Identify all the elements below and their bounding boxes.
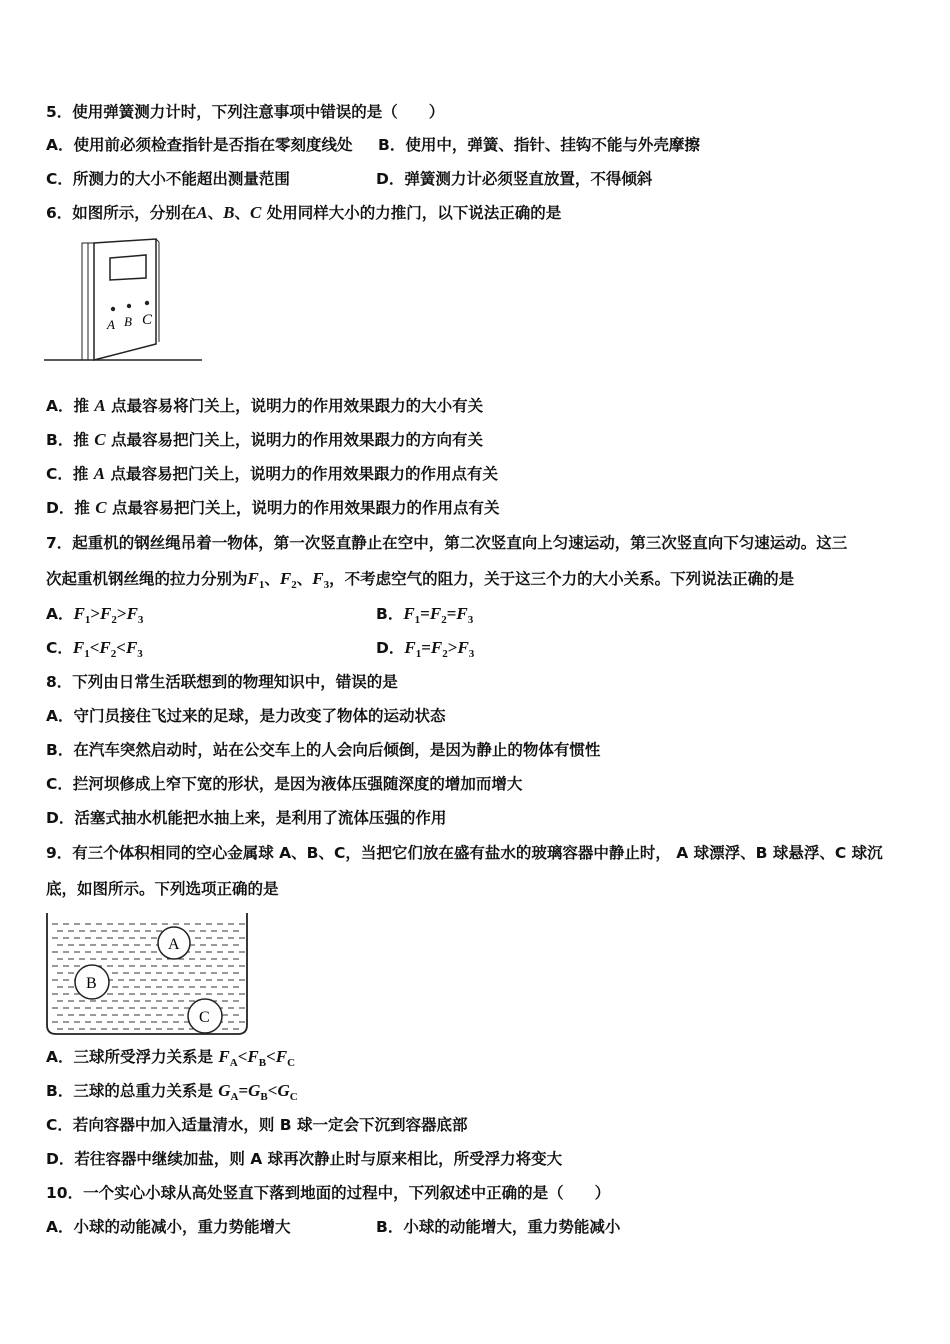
q7-option-b	[376, 604, 473, 630]
q7-option-c	[46, 638, 143, 664]
subscript: B	[258, 1057, 267, 1069]
variable: F	[99, 638, 111, 657]
text-segment: <	[266, 1047, 276, 1066]
subscript: 2	[110, 648, 117, 660]
subscript: 2	[111, 614, 117, 626]
text-segment: C．若向容器中加入适量清水，则 B 球一定会下沉到容器底部	[46, 1116, 468, 1134]
text-segment: 、	[296, 570, 313, 588]
q8-option-d: D．活塞式抽水机能把水抽上来，是利用了流体压强的作用	[46, 809, 447, 827]
subscript: 3	[137, 648, 143, 660]
variable: F	[100, 604, 112, 623]
variable: G	[248, 1081, 261, 1100]
question-5-stem: 5．使用弹簧测力计时，下列注意事项中错误的是（ ）	[46, 103, 445, 121]
text-segment: B．	[376, 605, 404, 623]
ball-label-c: C	[199, 1009, 210, 1026]
text-segment: <	[116, 638, 126, 657]
text-segment: 、	[234, 204, 251, 222]
variable: C	[250, 203, 262, 222]
subscript: 2	[441, 614, 447, 626]
subscript: 1	[258, 579, 265, 591]
question-9-stem-line2: 底，如图所示。下列选项正确的是	[46, 880, 279, 898]
variable: F	[430, 638, 443, 657]
text-segment: A．三球所受浮力关系是	[46, 1048, 219, 1066]
text-segment: 、	[207, 204, 224, 222]
subscript: B	[260, 1091, 268, 1103]
q6-option-c	[46, 464, 498, 484]
variable: A	[93, 464, 106, 483]
text-segment: =	[420, 604, 430, 623]
text-segment: ，不考虑空气的阻力，关于这三个力的大小关系。下列说法正确的是	[329, 570, 795, 588]
variable: F	[275, 1047, 288, 1066]
subscript: 1	[84, 648, 90, 660]
subscript: 3	[468, 648, 475, 660]
variable: F	[126, 604, 138, 623]
variable: A	[94, 396, 106, 415]
q5-option-c: C．所测力的大小不能超出测量范围	[46, 170, 290, 188]
q8-option-c: C．拦河坝修成上窄下宽的形状，是因为液体压强随深度的增加而增大	[46, 775, 523, 793]
text-segment: 点最容易将门关上，说明力的作用效果跟力的大小有关	[105, 397, 484, 415]
variable: C	[95, 498, 107, 517]
door-label-b: B	[124, 314, 132, 329]
variable: F	[125, 638, 138, 657]
q5-option-b: B．使用中，弹簧、指针、挂钩不能与外壳摩擦	[378, 136, 700, 154]
text-segment: B．推	[46, 431, 95, 449]
q9-option-d	[46, 1149, 562, 1169]
variable: F	[279, 569, 292, 588]
variable: C	[94, 430, 106, 449]
subscript: 1	[415, 648, 422, 660]
q7-option-d	[376, 638, 474, 664]
variable: G	[277, 1081, 290, 1100]
q5-option-a: A．使用前必须检查指针是否指在零刻度线处	[46, 136, 353, 154]
variable: G	[218, 1081, 231, 1100]
q6-option-b	[46, 430, 483, 450]
ball-label-b: B	[86, 975, 97, 992]
variable: F	[457, 638, 469, 657]
variable: F	[247, 1047, 259, 1066]
variable: F	[403, 604, 415, 623]
door-label-a: A	[107, 317, 115, 332]
q6-option-d	[46, 498, 500, 518]
q9-option-a	[46, 1047, 295, 1073]
variable: A	[196, 203, 208, 222]
text-segment: >	[90, 604, 101, 623]
q10-option-b: B．小球的动能增大，重力势能减小	[376, 1218, 621, 1236]
q8-option-a: A．守门员接住飞过来的足球，是力改变了物体的运动状态	[46, 707, 446, 725]
text-segment: 处用同样大小的力推门，以下说法正确的是	[261, 204, 562, 222]
subscript: A	[229, 1057, 238, 1069]
q10-option-a: A．小球的动能减小，重力势能增大	[46, 1218, 291, 1236]
subscript: 3	[137, 614, 144, 626]
text-segment: 6．如图所示，分别在	[46, 204, 197, 222]
subscript: 1	[414, 614, 421, 626]
variable: F	[456, 604, 468, 623]
subscript: C	[289, 1091, 298, 1103]
variable: F	[218, 1047, 230, 1066]
subscript: 3	[467, 614, 474, 626]
q7-option-a	[46, 604, 143, 630]
text-segment: =	[446, 604, 457, 623]
variable: F	[312, 569, 324, 588]
text-segment: A．	[46, 605, 74, 623]
text-segment: <	[89, 638, 100, 657]
subscript: 2	[291, 579, 297, 591]
variable: F	[429, 604, 442, 623]
question-10-stem: 10．一个实心小球从高处竖直下落到地面的过程中，下列叙述中正确的是（ ）	[46, 1184, 611, 1202]
door-label-c: C	[142, 312, 153, 328]
variable: F	[247, 569, 259, 588]
question-8-stem: 8．下列由日常生活联想到的物理知识中，错误的是	[46, 673, 398, 691]
q9-option-b	[46, 1081, 298, 1107]
variable: B	[223, 203, 235, 222]
text-segment: C．推	[46, 465, 94, 483]
subscript: A	[230, 1091, 239, 1103]
text-segment: A．推	[46, 397, 95, 415]
question-9-stem-line1: 9．有三个体积相同的空心金属球 A、B、C，当把它们放在盛有盐水的玻璃容器中静止时， A 球漂浮、B 球悬浮、C 球沉	[46, 844, 883, 862]
text-segment: 次起重机钢丝绳的拉力分别为	[46, 570, 248, 588]
subscript: 1	[84, 614, 91, 626]
door-figure	[44, 238, 206, 366]
q6-option-a	[46, 396, 483, 416]
text-segment: D．推	[46, 499, 96, 517]
subscript: 3	[323, 579, 330, 591]
text-segment: D．若往容器中继续加盐，则 A 球再次静止时与原来相比，所受浮力将变大	[46, 1150, 563, 1168]
question-7-stem-line2	[46, 569, 794, 595]
text-segment: >	[447, 638, 458, 657]
question-7-stem-line1: 7．起重机的钢丝绳吊着一物体，第一次竖直静止在空中，第二次竖直向上匀速运动，第三次竖直向下匀速运动。这三	[46, 534, 848, 552]
text-segment: =	[238, 1081, 249, 1100]
text-segment: >	[116, 604, 127, 623]
text-segment: D．	[376, 639, 405, 657]
text-segment: 点最容易把门关上，说明力的作用效果跟力的作用点有关	[105, 465, 499, 483]
ball-label-a: A	[168, 936, 180, 953]
q9-option-c	[46, 1115, 467, 1135]
variable: F	[404, 638, 416, 657]
text-segment: =	[421, 638, 431, 657]
text-segment: B．三球的总重力关系是	[46, 1082, 219, 1100]
container-figure	[44, 910, 254, 1038]
text-segment: 点最容易把门关上，说明力的作用效果跟力的方向有关	[105, 431, 483, 449]
text-segment: 点最容易把门关上，说明力的作用效果跟力的作用点有关	[106, 499, 500, 517]
subscript: 2	[442, 648, 448, 660]
text-segment: C．	[46, 639, 73, 657]
text-segment: <	[237, 1047, 248, 1066]
variable: F	[73, 604, 85, 623]
subscript: C	[287, 1057, 296, 1069]
text-segment: 、	[264, 570, 280, 588]
text-segment: <	[267, 1081, 278, 1100]
q8-option-b: B．在汽车突然启动时，站在公交车上的人会向后倾倒，是因为静止的物体有惯性	[46, 741, 601, 759]
question-6-stem	[46, 203, 561, 223]
q5-option-d: D．弹簧测力计必须竖直放置，不得倾斜	[376, 170, 653, 188]
variable: F	[72, 638, 85, 657]
